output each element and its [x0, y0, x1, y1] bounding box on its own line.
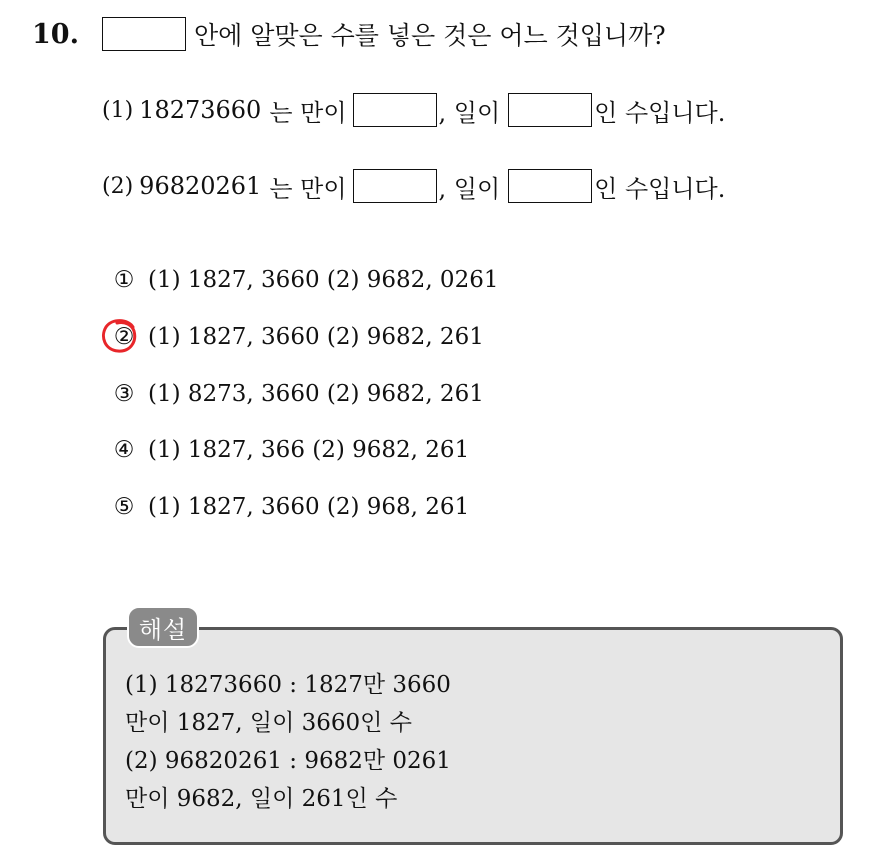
sub-item-1	[102, 90, 725, 130]
sub-item-text-a: 는 만이	[269, 98, 347, 127]
question-number: 10.	[32, 18, 79, 50]
choice-marker: ④	[113, 437, 135, 463]
choice-text: (1) 1827, 3660 (2) 9682, 261	[148, 324, 484, 350]
sub-item-2	[102, 166, 725, 206]
sub-item-text-c: 인 수입니다.	[594, 174, 726, 203]
explanation-line: 만이 9682, 일이 261인 수	[125, 785, 398, 812]
choice-marker-glyph: ②	[113, 324, 135, 350]
choice-marker: ⑤	[113, 494, 135, 520]
sub-item-text-b: , 일이	[438, 174, 501, 203]
choice-text: (1) 1827, 3660 (2) 9682, 0261	[148, 267, 499, 293]
il-blank-box	[508, 93, 592, 127]
answer-blank-box	[102, 17, 186, 51]
explanation-line: (1) 18273660 : 1827만 3660	[125, 671, 451, 698]
choice-4[interactable]	[106, 430, 469, 470]
choice-marker	[106, 324, 142, 350]
choice-5[interactable]	[106, 487, 469, 527]
choice-1[interactable]	[106, 260, 498, 300]
man-blank-box	[353, 169, 437, 203]
choice-text: (1) 1827, 366 (2) 9682, 261	[148, 437, 470, 463]
man-blank-box	[353, 93, 437, 127]
sub-item-label: (1)	[102, 97, 134, 123]
choice-3[interactable]	[106, 374, 484, 414]
choice-2[interactable]	[106, 317, 484, 357]
choice-text: (1) 8273, 3660 (2) 9682, 261	[148, 381, 484, 407]
choice-marker: ①	[113, 267, 135, 293]
sub-item-text-a: 는 만이	[269, 174, 347, 203]
choice-text: (1) 1827, 3660 (2) 968, 261	[148, 494, 470, 520]
sub-item-text-b: , 일이	[438, 98, 501, 127]
explanation-line: 만이 1827, 일이 3660인 수	[125, 709, 412, 736]
explanation-title: 해설	[127, 606, 199, 648]
explanation-line: (2) 96820261 : 9682만 0261	[125, 747, 451, 774]
sub-item-text-c: 인 수입니다.	[594, 98, 726, 127]
choice-marker: ③	[113, 381, 135, 407]
question-header	[32, 14, 666, 54]
sub-item-number: 18273660	[139, 96, 262, 124]
sub-item-label: (2)	[102, 173, 134, 199]
question-text: 안에 알맞은 수를 넣은 것은 어느 것입니까?	[194, 21, 666, 50]
il-blank-box	[508, 169, 592, 203]
sub-item-number: 96820261	[139, 172, 262, 200]
